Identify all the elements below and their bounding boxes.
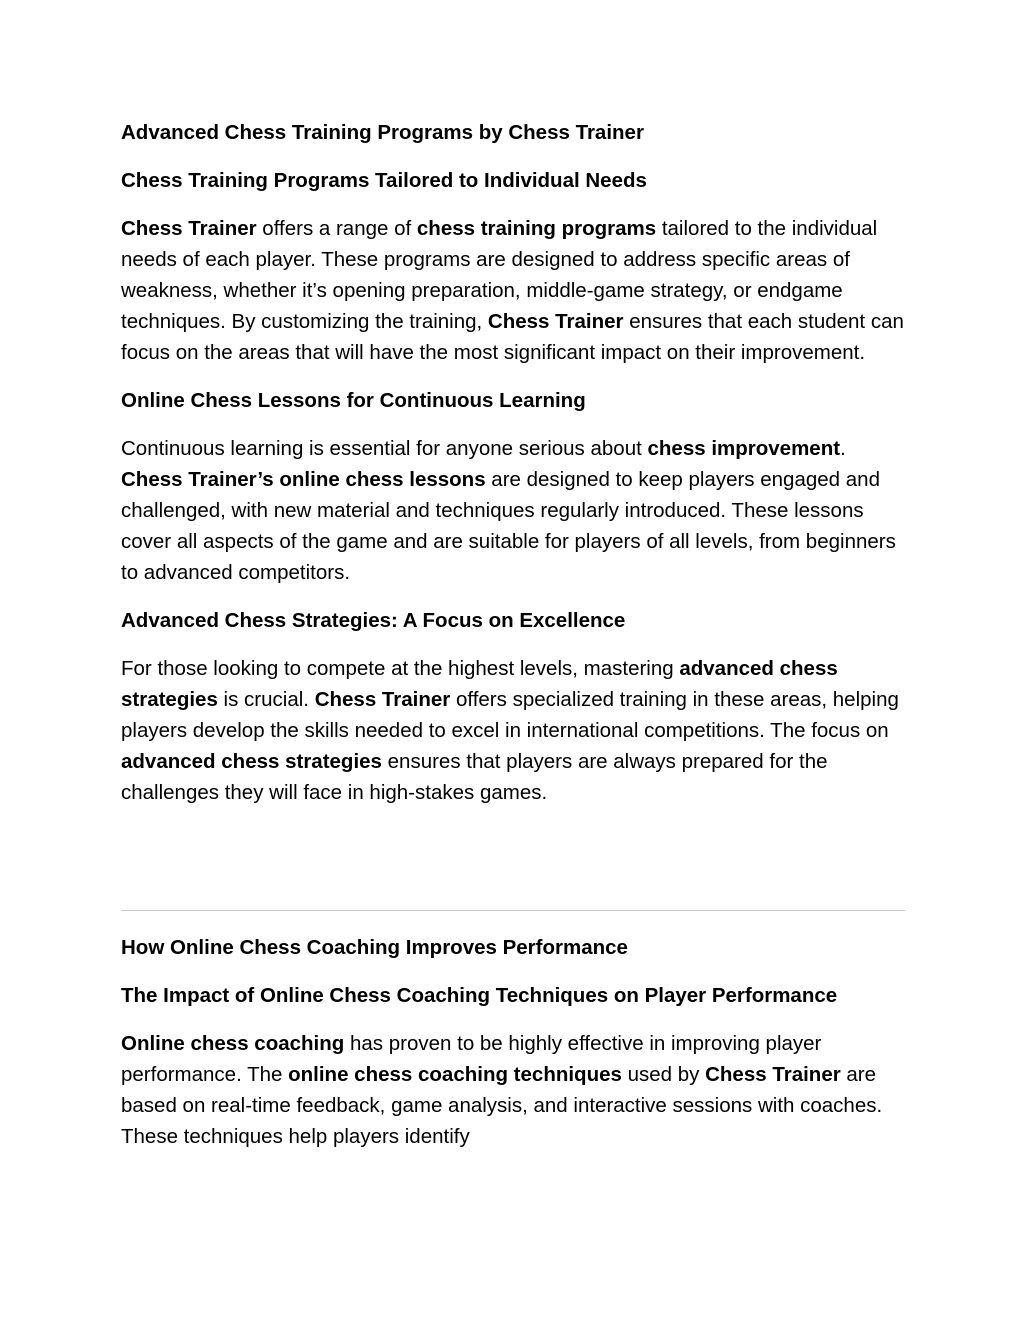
body-text: is crucial. — [217, 688, 315, 711]
body-text: used by — [621, 1063, 706, 1086]
paragraph-training-programs — [121, 213, 905, 368]
subsection-heading-online-lessons: Online Chess Lessons for Continuous Learning — [121, 389, 586, 412]
body-text: ensures that players are always prepared for the challenges they will face in high-stakes games. — [121, 750, 828, 804]
body-text: are based on real-time feedback, game analysis, and interactive sessions with coaches. These techniques help players identify — [121, 1063, 883, 1148]
bold-text: advanced chess strategies — [121, 750, 382, 773]
body-text: tailored to the individual needs of each player. These programs are designed to address specific areas of weakness, whether it’s opening preparation, middle-game strategy, or endgame techniques. By customizing the training, — [121, 217, 878, 333]
body-text: . — [840, 437, 846, 460]
bold-text: advanced chess strategies — [121, 657, 838, 711]
subsection-heading-training-programs: Chess Training Programs Tailored to Individual Needs — [121, 169, 647, 192]
subsection-heading-advanced-strategies: Advanced Chess Strategies: A Focus on Excellence — [121, 609, 626, 632]
bold-text: Chess Trainer — [487, 310, 624, 333]
bold-text: chess training programs — [416, 217, 657, 240]
document-section-2 — [121, 932, 905, 1169]
bold-text: Chess Trainer — [121, 217, 257, 240]
body-text: offers specialized training in these areas, helping players develop the skills needed to excel in international competitions. The focus on — [121, 688, 899, 742]
document-section-1 — [121, 117, 905, 825]
body-text: has proven to be highly effective in improving player performance. The — [121, 1032, 822, 1086]
paragraph-coaching-impact — [121, 1028, 905, 1152]
bold-text: Chess Trainer — [314, 688, 451, 711]
body-text: are designed to keep players engaged and challenged, with new material and techniques regularly introduced. These lessons cover all aspects of the game and are suitable for players of all levels, from beginners to advanced competitors. — [121, 468, 896, 584]
paragraph-advanced-strategies — [121, 653, 905, 808]
body-text: ensures that each student can focus on the areas that will have the most significant impact on their improvement. — [121, 310, 904, 364]
subsection-heading-coaching-impact: The Impact of Online Chess Coaching Techniques on Player Performance — [121, 984, 838, 1007]
bold-text: Online chess coaching — [121, 1032, 345, 1055]
bold-text: Chess Trainer’s online chess lessons — [121, 468, 486, 491]
bold-text: chess improvement — [647, 437, 841, 460]
paragraph-online-lessons — [121, 433, 905, 588]
body-text: For those looking to compete at the highest levels, mastering — [121, 657, 680, 680]
body-text: Continuous learning is essential for anyone serious about — [121, 437, 648, 460]
bold-text: online chess coaching techniques — [288, 1063, 622, 1086]
section-title: How Online Chess Coaching Improves Performance — [121, 936, 628, 959]
body-text: offers a range of — [256, 217, 417, 240]
bold-text: Chess Trainer — [705, 1063, 841, 1086]
horizontal-divider — [121, 910, 905, 911]
section-title: Advanced Chess Training Programs by Chess Trainer — [121, 121, 644, 144]
